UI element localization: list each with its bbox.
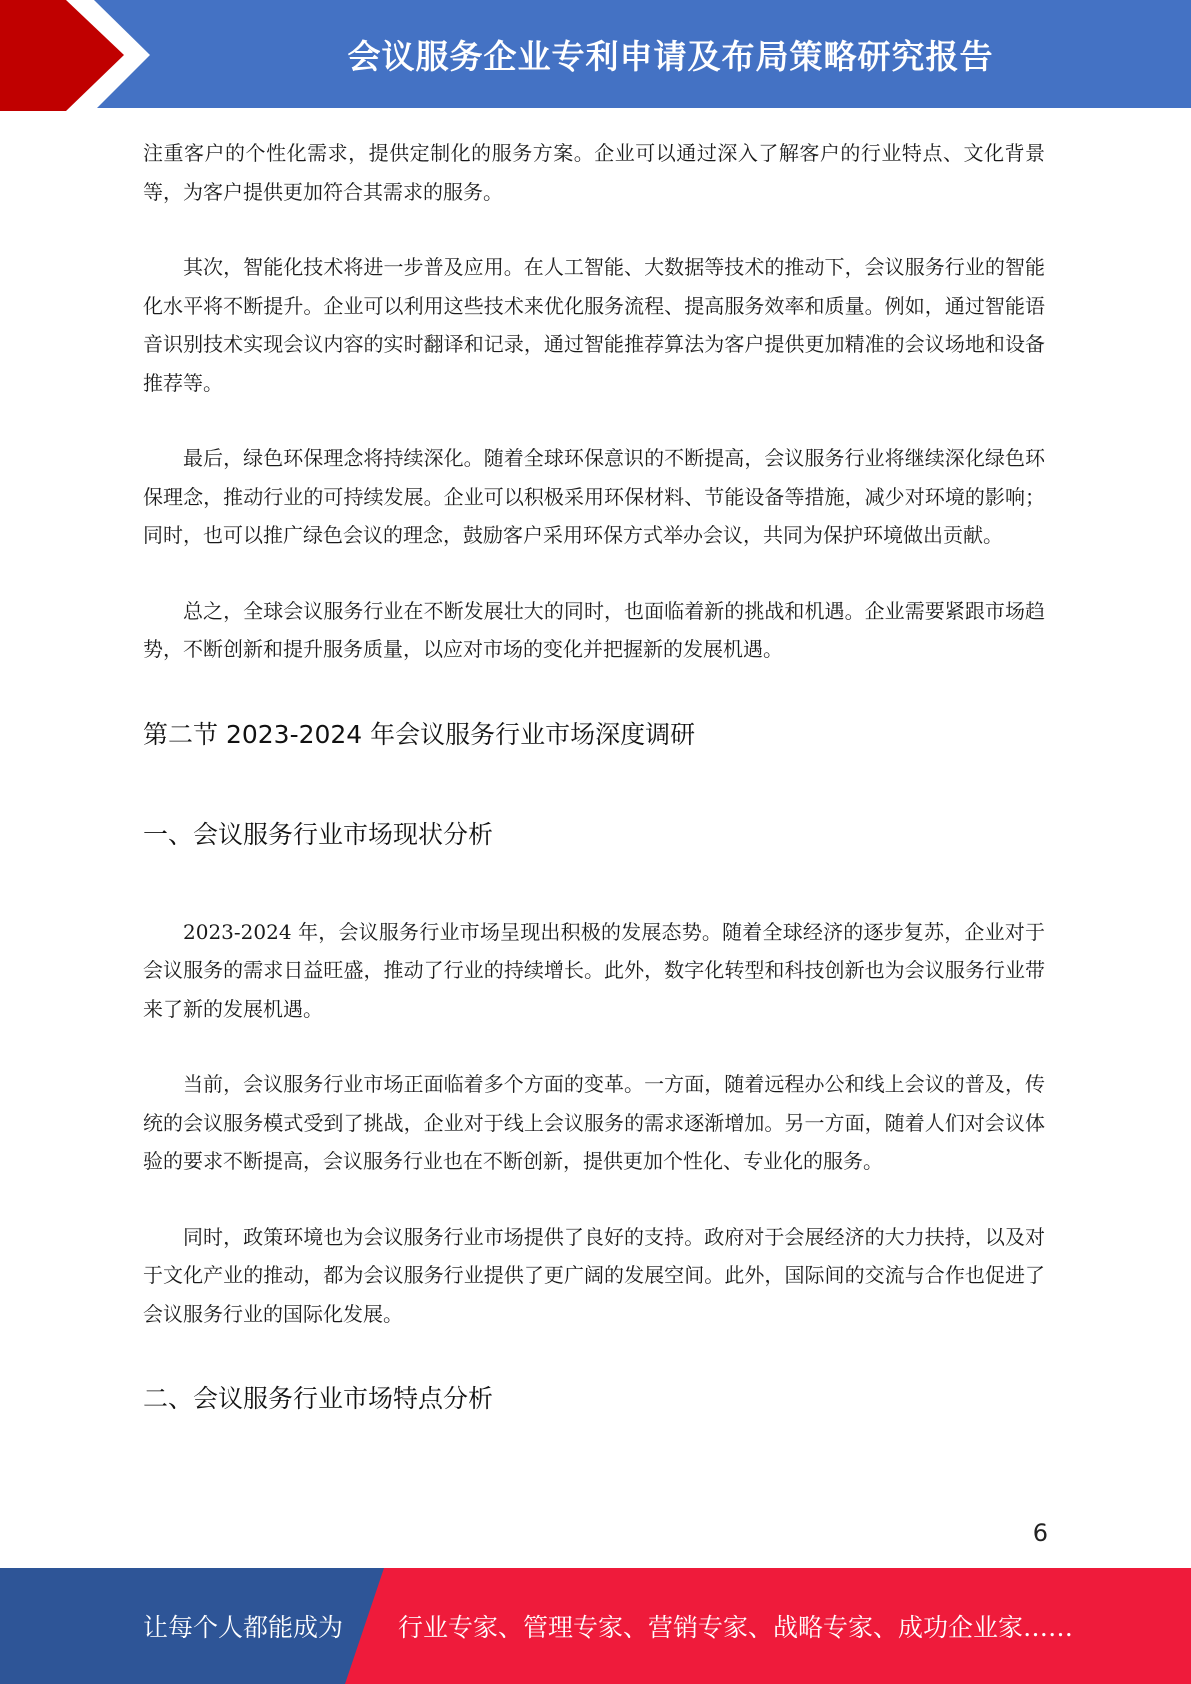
section-heading: 第二节 2023-2024 年会议服务行业市场深度调研 [143, 719, 696, 749]
paragraph-intelligence: 其次，智能化技术将进一步普及应用。在人工智能、大数据等技术的推动下，会议服务行业的智能化水平将不断提升。企业可以利用这些技术来优化服务流程、提高服务效率和质量。例如，通过智能语音识别技术实现会议内容的实时翻译和记录，通过智能推荐算法为客户提供更加精准的会议场地和设备推荐等。 [143, 255, 1045, 395]
paragraph-green: 最后，绿色环保理念将持续深化。随着全球环保意识的不断提高，会议服务行业将继续深化绿色环保理念，推动行业的可持续发展。企业可以积极采用环保材料、节能设备等措施，减少对环境的影响；同时，也可以推广绿色会议的理念，鼓励客户采用环保方式举办会议，共同为保护环境做出贡献。 [143, 446, 1045, 547]
footer-banner [0, 1568, 1191, 1684]
subsection-heading-features: 二、会议服务行业市场特点分析 [143, 1384, 494, 1413]
footer-slogan-left: 让每个人都能成为 [143, 1613, 344, 1642]
paragraph-summary: 总之，全球会议服务行业在不断发展壮大的同时，也面临着新的挑战和机遇。企业需要紧跟市场趋势，不断创新和提升服务质量，以应对市场的变化并把握新的发展机遇。 [143, 598, 1045, 661]
report-title: 会议服务企业专利申请及布局策略研究报告 [347, 36, 994, 76]
paragraph-continuation: 注重客户的个性化需求，提供定制化的服务方案。企业可以通过深入了解客户的行业特点、文化背景等，为客户提供更加符合其需求的服务。 [143, 141, 1045, 204]
document-body [143, 134, 1045, 1415]
header-banner [0, 0, 1191, 111]
footer-slogan-right: 行业专家、管理专家、营销专家、战略专家、成功企业家…… [398, 1613, 1074, 1642]
paragraph-market-status: 2023-2024 年，会议服务行业市场呈现出积极的发展态势。随着全球经济的逐步复苏，企业对于会议服务的需求日益旺盛，推动了行业的持续增长。此外，数字化转型和科技创新也为会议服务行业带来了新的发展机遇。 [143, 919, 1045, 1021]
paragraph-policy: 同时，政策环境也为会议服务行业市场提供了良好的支持。政府对于会展经济的大力扶持，以及对于文化产业的推动，都为会议服务行业提供了更广阔的发展空间。此外，国际间的交流与合作也促进了会议服务行业的国际化发展。 [143, 1224, 1045, 1326]
subsection-heading-status: 一、会议服务行业市场现状分析 [143, 819, 494, 849]
paragraph-market-change: 当前，会议服务行业市场正面临着多个方面的变革。一方面，随着远程办公和线上会议的普及，传统的会议服务模式受到了挑战，企业对于线上会议服务的需求逐渐增加。另一方面，随着人们对会议体验的要求不断提高，会议服务行业也在不断创新，提供更加个性化、专业化的服务。 [143, 1072, 1045, 1173]
page-number: 6 [1032, 1519, 1048, 1547]
